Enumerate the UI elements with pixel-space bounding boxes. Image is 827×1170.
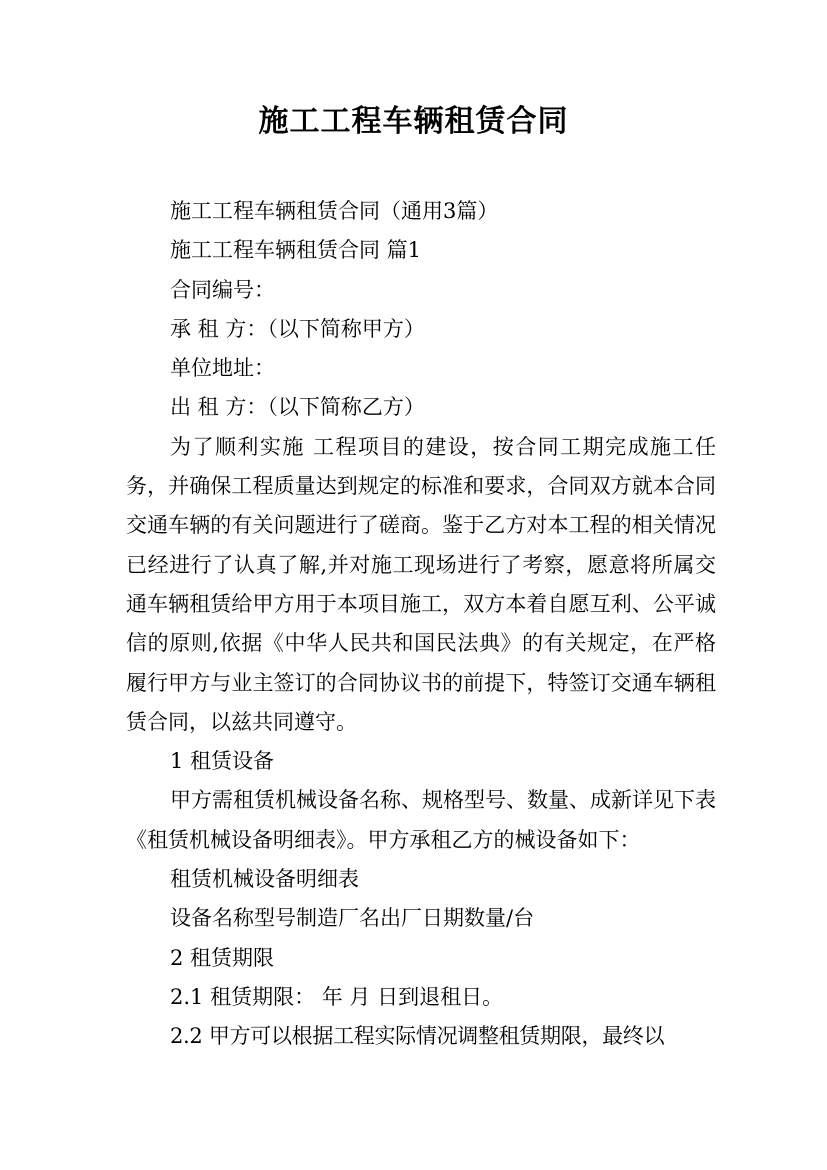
paragraph-table-header: 设备名称型号制造厂名出厂日期数量/台 <box>170 906 535 931</box>
paragraph-section-heading: 施工工程车辆租赁合同 篇1 <box>170 238 422 263</box>
document-title: 施工工程车辆租赁合同 <box>258 104 569 139</box>
paragraph-lessee: 承 租 方：（以下简称甲方） <box>170 316 425 341</box>
paragraph-address: 单位地址： <box>170 356 275 381</box>
paragraph-contract-number: 合同编号： <box>170 277 275 302</box>
document-body <box>126 192 716 1057</box>
paragraph-preamble: 为了顺利实施 工程项目的建设，按合同工期完成施工任务，并确保工程质量达到规定的标准和要求，合同双方就本合同交通车辆的有关问题进行了磋商。鉴于乙方对本工程的相关情况已经进行了认真了解,并对施工现场进行了考察，愿意将所属交通车辆租赁给甲方用于本项目施工，双方本着自愿互利、公平诚信的原则,依据《中华人民共和国民法典》的有关规定，在严格履行甲方与业主签订的合同协议书的前提下，特签订交通车辆租赁合同，以兹共同遵守。 <box>126 434 716 734</box>
paragraph-table-title: 租赁机械设备明细表 <box>170 867 359 892</box>
paragraph-clause-2-1: 2.1 租赁期限： 年 月 日到退租日。 <box>170 984 504 1009</box>
paragraph-clause-1-body: 甲方需租赁机械设备名称、规格型号、数量、成新详见下表《租赁机械设备明细表》。甲方承租乙方的械设备如下： <box>126 788 716 852</box>
paragraph-lessor: 出 租 方：（以下简称乙方） <box>170 395 425 420</box>
paragraph-clause-1-heading: 1 租赁设备 <box>170 749 275 774</box>
paragraph-subtitle: 施工工程车辆租赁合同（通用3篇） <box>170 199 499 223</box>
paragraph-clause-2-2: 2.2 甲方可以根据工程实际情况调整租赁期限，最终以 <box>170 1024 665 1049</box>
paragraph-clause-2-heading: 2 租赁期限 <box>170 945 275 970</box>
